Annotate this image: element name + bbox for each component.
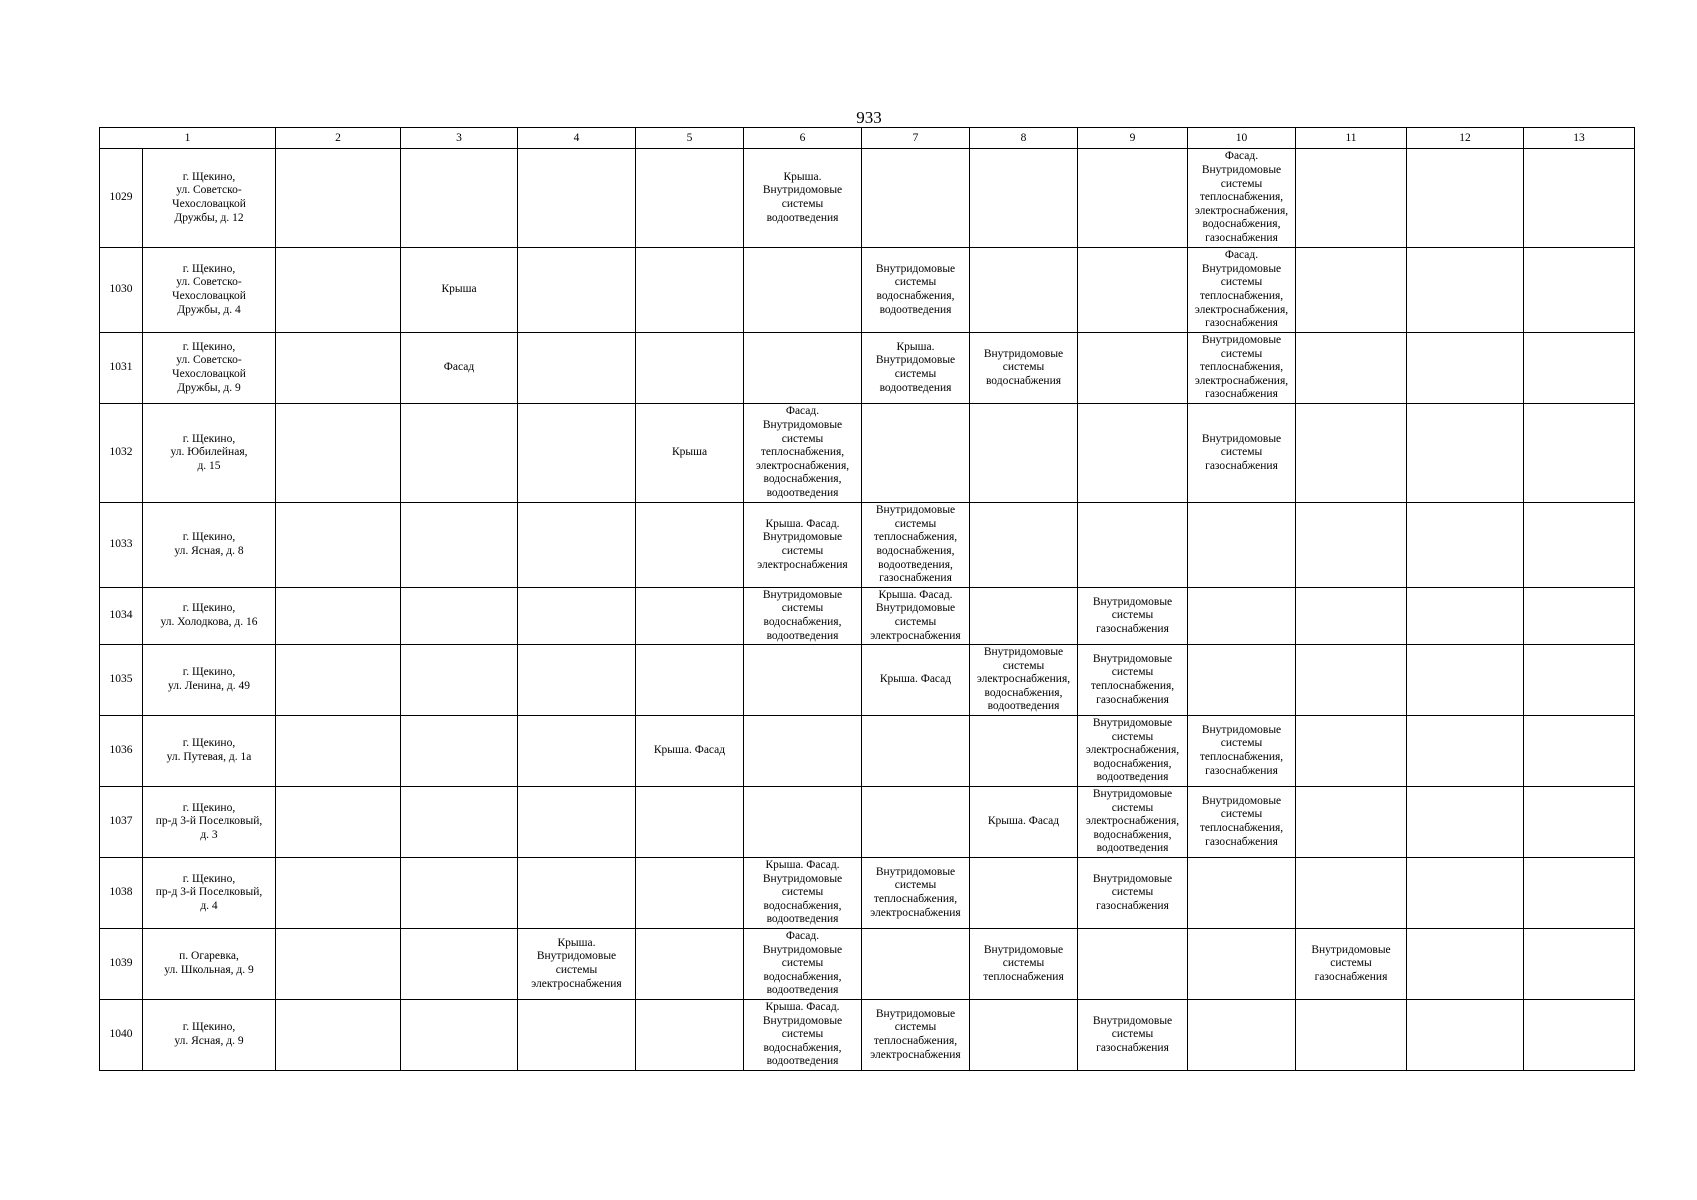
column-header: 5 bbox=[636, 128, 744, 149]
row-number: 1032 bbox=[100, 404, 143, 503]
table-cell bbox=[636, 333, 744, 404]
table-cell bbox=[1188, 858, 1296, 929]
table-cell bbox=[862, 787, 970, 858]
row-number: 1039 bbox=[100, 929, 143, 1000]
column-header: 13 bbox=[1524, 128, 1635, 149]
table-cell bbox=[970, 858, 1078, 929]
table-cell bbox=[970, 404, 1078, 503]
table-row bbox=[100, 929, 1635, 1000]
table-cell bbox=[401, 787, 518, 858]
table-cell bbox=[1407, 588, 1524, 645]
column-header: 8 bbox=[970, 128, 1078, 149]
table-cell: Крыша. Фасад bbox=[970, 787, 1078, 858]
column-header: 11 bbox=[1296, 128, 1407, 149]
table-cell bbox=[1188, 1000, 1296, 1071]
table-cell bbox=[744, 645, 862, 716]
address-cell: г. Щекино, ул. Ленина, д. 49 bbox=[143, 645, 276, 716]
table-cell bbox=[1296, 645, 1407, 716]
table-cell: Внутридомовые системы водоснабжения, водоотведения bbox=[862, 248, 970, 333]
table-cell bbox=[636, 1000, 744, 1071]
table-cell: Внутридомовые системы газоснабжения bbox=[1296, 929, 1407, 1000]
table-cell bbox=[1188, 645, 1296, 716]
row-number: 1029 bbox=[100, 149, 143, 248]
row-number: 1040 bbox=[100, 1000, 143, 1071]
table-cell bbox=[518, 645, 636, 716]
table-cell: Крыша. Внутридомовые системы водоотведения bbox=[862, 333, 970, 404]
table-cell bbox=[401, 929, 518, 1000]
table-cell bbox=[1524, 858, 1635, 929]
table-cell bbox=[1524, 645, 1635, 716]
table-cell bbox=[1078, 503, 1188, 588]
column-header: 7 bbox=[862, 128, 970, 149]
address-cell: г. Щекино, пр-д 3-й Поселковый, д. 4 bbox=[143, 858, 276, 929]
table-cell bbox=[1407, 858, 1524, 929]
table-cell bbox=[276, 787, 401, 858]
table-cell: Фасад. Внутридомовые системы водоснабжения, водоотведения bbox=[744, 929, 862, 1000]
table-cell bbox=[1524, 333, 1635, 404]
column-header: 12 bbox=[1407, 128, 1524, 149]
table-cell bbox=[1524, 248, 1635, 333]
table-cell bbox=[636, 503, 744, 588]
table-cell bbox=[401, 588, 518, 645]
table-row bbox=[100, 503, 1635, 588]
table-cell bbox=[636, 787, 744, 858]
table-cell bbox=[636, 588, 744, 645]
table-cell bbox=[1524, 404, 1635, 503]
table-cell: Крыша. Фасад. Внутридомовые системы водоснабжения, водоотведения bbox=[744, 1000, 862, 1071]
table-cell: Внутридомовые системы газоснабжения bbox=[1188, 404, 1296, 503]
address-cell: г. Щекино, ул. Ясная, д. 9 bbox=[143, 1000, 276, 1071]
table-cell: Крыша. Фасад bbox=[862, 645, 970, 716]
row-number: 1034 bbox=[100, 588, 143, 645]
table-cell bbox=[518, 858, 636, 929]
table-cell bbox=[1407, 787, 1524, 858]
table-cell bbox=[276, 248, 401, 333]
table-cell: Внутридомовые системы теплоснабжения, водоснабжения, водоотведения, газоснабжения bbox=[862, 503, 970, 588]
table-cell bbox=[1296, 149, 1407, 248]
table-cell bbox=[1078, 929, 1188, 1000]
table-cell bbox=[518, 333, 636, 404]
table-cell bbox=[1407, 1000, 1524, 1071]
table-cell: Внутридомовые системы теплоснабжения, газоснабжения bbox=[1188, 787, 1296, 858]
table-row bbox=[100, 645, 1635, 716]
address-cell: г. Щекино, ул. Холодкова, д. 16 bbox=[143, 588, 276, 645]
table-cell bbox=[276, 333, 401, 404]
table-cell: Внутридомовые системы теплоснабжения, газоснабжения bbox=[1188, 716, 1296, 787]
table-cell bbox=[1296, 858, 1407, 929]
table-cell bbox=[1296, 1000, 1407, 1071]
table-cell: Крыша. Фасад bbox=[636, 716, 744, 787]
table-cell bbox=[636, 149, 744, 248]
column-header: 10 bbox=[1188, 128, 1296, 149]
table-cell bbox=[1078, 404, 1188, 503]
table-cell bbox=[401, 1000, 518, 1071]
address-cell: г. Щекино, пр-д 3-й Поселковый, д. 3 bbox=[143, 787, 276, 858]
address-cell: г. Щекино, ул. Ясная, д. 8 bbox=[143, 503, 276, 588]
table-row bbox=[100, 1000, 1635, 1071]
table-cell bbox=[1078, 149, 1188, 248]
table-cell bbox=[1078, 333, 1188, 404]
table-cell bbox=[636, 858, 744, 929]
table-cell bbox=[276, 588, 401, 645]
table-cell bbox=[401, 858, 518, 929]
table-cell bbox=[636, 645, 744, 716]
address-cell: п. Огаревка, ул. Школьная, д. 9 bbox=[143, 929, 276, 1000]
table-cell bbox=[1407, 716, 1524, 787]
table-cell: Крыша. Внутридомовые системы электроснабжения bbox=[518, 929, 636, 1000]
table-cell: Внутридомовые системы газоснабжения bbox=[1078, 1000, 1188, 1071]
table-cell: Крыша. Фасад. Внутридомовые системы водоснабжения, водоотведения bbox=[744, 858, 862, 929]
table-cell: Внутридомовые системы электроснабжения, водоснабжения, водоотведения bbox=[970, 645, 1078, 716]
table-cell bbox=[518, 787, 636, 858]
table-cell: Крыша. Фасад. Внутридомовые системы электроснабжения bbox=[862, 588, 970, 645]
table-cell bbox=[744, 248, 862, 333]
table-row bbox=[100, 149, 1635, 248]
table-cell bbox=[970, 1000, 1078, 1071]
table-cell: Внутридомовые системы теплоснабжения, электроснабжения bbox=[862, 1000, 970, 1071]
table-cell bbox=[276, 858, 401, 929]
table-row bbox=[100, 787, 1635, 858]
table-cell bbox=[1296, 787, 1407, 858]
table-row bbox=[100, 248, 1635, 333]
table-cell bbox=[1407, 929, 1524, 1000]
table-cell: Крыша. Внутридомовые системы водоотведения bbox=[744, 149, 862, 248]
table-cell bbox=[1407, 503, 1524, 588]
table-cell bbox=[276, 149, 401, 248]
table-cell bbox=[518, 503, 636, 588]
row-number: 1037 bbox=[100, 787, 143, 858]
table-cell bbox=[1524, 787, 1635, 858]
table-cell bbox=[401, 503, 518, 588]
table-cell bbox=[1407, 645, 1524, 716]
table-row bbox=[100, 716, 1635, 787]
table-cell bbox=[636, 929, 744, 1000]
table-cell: Внутридомовые системы теплоснабжения, газоснабжения bbox=[1078, 645, 1188, 716]
table-cell bbox=[518, 404, 636, 503]
table-cell bbox=[518, 588, 636, 645]
row-number: 1035 bbox=[100, 645, 143, 716]
table-cell bbox=[1296, 588, 1407, 645]
table-cell bbox=[636, 248, 744, 333]
table-cell: Внутридомовые системы водоснабжения bbox=[970, 333, 1078, 404]
table-cell bbox=[744, 333, 862, 404]
table-cell bbox=[1524, 929, 1635, 1000]
table-cell bbox=[1188, 929, 1296, 1000]
table-cell bbox=[1524, 1000, 1635, 1071]
table-cell bbox=[1407, 333, 1524, 404]
table-cell bbox=[970, 503, 1078, 588]
table-cell bbox=[1188, 588, 1296, 645]
table-cell: Фасад. Внутридомовые системы теплоснабжения, электроснабжения, водоснабжения, газоснабжения bbox=[1188, 149, 1296, 248]
table-cell bbox=[1296, 503, 1407, 588]
table-cell bbox=[401, 149, 518, 248]
table-cell: Внутридомовые системы газоснабжения bbox=[1078, 858, 1188, 929]
table-cell bbox=[1296, 404, 1407, 503]
header-row bbox=[100, 128, 1635, 149]
address-cell: г. Щекино, ул. Советско- Чехословацкой Дружбы, д. 12 bbox=[143, 149, 276, 248]
table-cell bbox=[276, 716, 401, 787]
table-cell bbox=[518, 716, 636, 787]
table-cell: Внутридомовые системы газоснабжения bbox=[1078, 588, 1188, 645]
table-cell: Внутридомовые системы водоснабжения, водоотведения bbox=[744, 588, 862, 645]
table-cell: Фасад. Внутридомовые системы теплоснабжения, электроснабжения, водоснабжения, водоотведения bbox=[744, 404, 862, 503]
table-cell bbox=[970, 149, 1078, 248]
table-cell: Крыша bbox=[636, 404, 744, 503]
table-cell: Крыша. Фасад. Внутридомовые системы электроснабжения bbox=[744, 503, 862, 588]
table-cell: Внутридомовые системы электроснабжения, водоснабжения, водоотведения bbox=[1078, 716, 1188, 787]
address-cell: г. Щекино, ул. Советско- Чехословацкой Дружбы, д. 4 bbox=[143, 248, 276, 333]
row-number: 1033 bbox=[100, 503, 143, 588]
page-number: 933 bbox=[856, 108, 882, 127]
table-cell bbox=[1296, 716, 1407, 787]
column-header: 6 bbox=[744, 128, 862, 149]
table-cell bbox=[744, 716, 862, 787]
table-cell bbox=[1188, 503, 1296, 588]
table-cell bbox=[1407, 248, 1524, 333]
table-cell bbox=[1524, 149, 1635, 248]
table-cell bbox=[518, 248, 636, 333]
table-cell bbox=[1524, 716, 1635, 787]
table-cell bbox=[862, 404, 970, 503]
table-cell bbox=[518, 1000, 636, 1071]
table-cell bbox=[276, 503, 401, 588]
table-cell bbox=[1296, 333, 1407, 404]
table-cell: Внутридомовые системы теплоснабжения, электроснабжения bbox=[862, 858, 970, 929]
table-cell bbox=[970, 716, 1078, 787]
table-cell bbox=[1407, 149, 1524, 248]
row-number: 1036 bbox=[100, 716, 143, 787]
column-header: 2 bbox=[276, 128, 401, 149]
table-cell bbox=[401, 404, 518, 503]
table-row bbox=[100, 588, 1635, 645]
table-cell bbox=[970, 248, 1078, 333]
table-cell bbox=[1524, 503, 1635, 588]
table-cell bbox=[276, 645, 401, 716]
table-cell: Внутридомовые системы теплоснабжения, электроснабжения, газоснабжения bbox=[1188, 333, 1296, 404]
table-cell bbox=[1078, 248, 1188, 333]
address-cell: г. Щекино, ул. Юбилейная, д. 15 bbox=[143, 404, 276, 503]
table-cell bbox=[862, 716, 970, 787]
table-cell bbox=[276, 1000, 401, 1071]
table-cell bbox=[744, 787, 862, 858]
table-cell bbox=[401, 645, 518, 716]
row-number: 1038 bbox=[100, 858, 143, 929]
table-cell: Крыша bbox=[401, 248, 518, 333]
table-row bbox=[100, 404, 1635, 503]
row-number: 1031 bbox=[100, 333, 143, 404]
column-header: 4 bbox=[518, 128, 636, 149]
column-header: 1 bbox=[100, 128, 276, 149]
table-cell: Фасад. Внутридомовые системы теплоснабжения, электроснабжения, газоснабжения bbox=[1188, 248, 1296, 333]
row-number: 1030 bbox=[100, 248, 143, 333]
table-cell: Внутридомовые системы электроснабжения, водоснабжения, водоотведения bbox=[1078, 787, 1188, 858]
address-cell: г. Щекино, ул. Путевая, д. 1а bbox=[143, 716, 276, 787]
table-cell bbox=[518, 149, 636, 248]
table-cell bbox=[1296, 248, 1407, 333]
table-row bbox=[100, 858, 1635, 929]
table-cell: Фасад bbox=[401, 333, 518, 404]
capital-repair-table bbox=[99, 127, 1635, 1071]
table-cell bbox=[1407, 404, 1524, 503]
table-cell: Внутридомовые системы теплоснабжения bbox=[970, 929, 1078, 1000]
table-cell bbox=[276, 929, 401, 1000]
column-header: 9 bbox=[1078, 128, 1188, 149]
address-cell: г. Щекино, ул. Советско- Чехословацкой Дружбы, д. 9 bbox=[143, 333, 276, 404]
table-cell bbox=[970, 588, 1078, 645]
table-cell bbox=[862, 149, 970, 248]
table-cell bbox=[862, 929, 970, 1000]
column-header: 3 bbox=[401, 128, 518, 149]
table-cell bbox=[401, 716, 518, 787]
table-row bbox=[100, 333, 1635, 404]
table-cell bbox=[1524, 588, 1635, 645]
table-cell bbox=[276, 404, 401, 503]
